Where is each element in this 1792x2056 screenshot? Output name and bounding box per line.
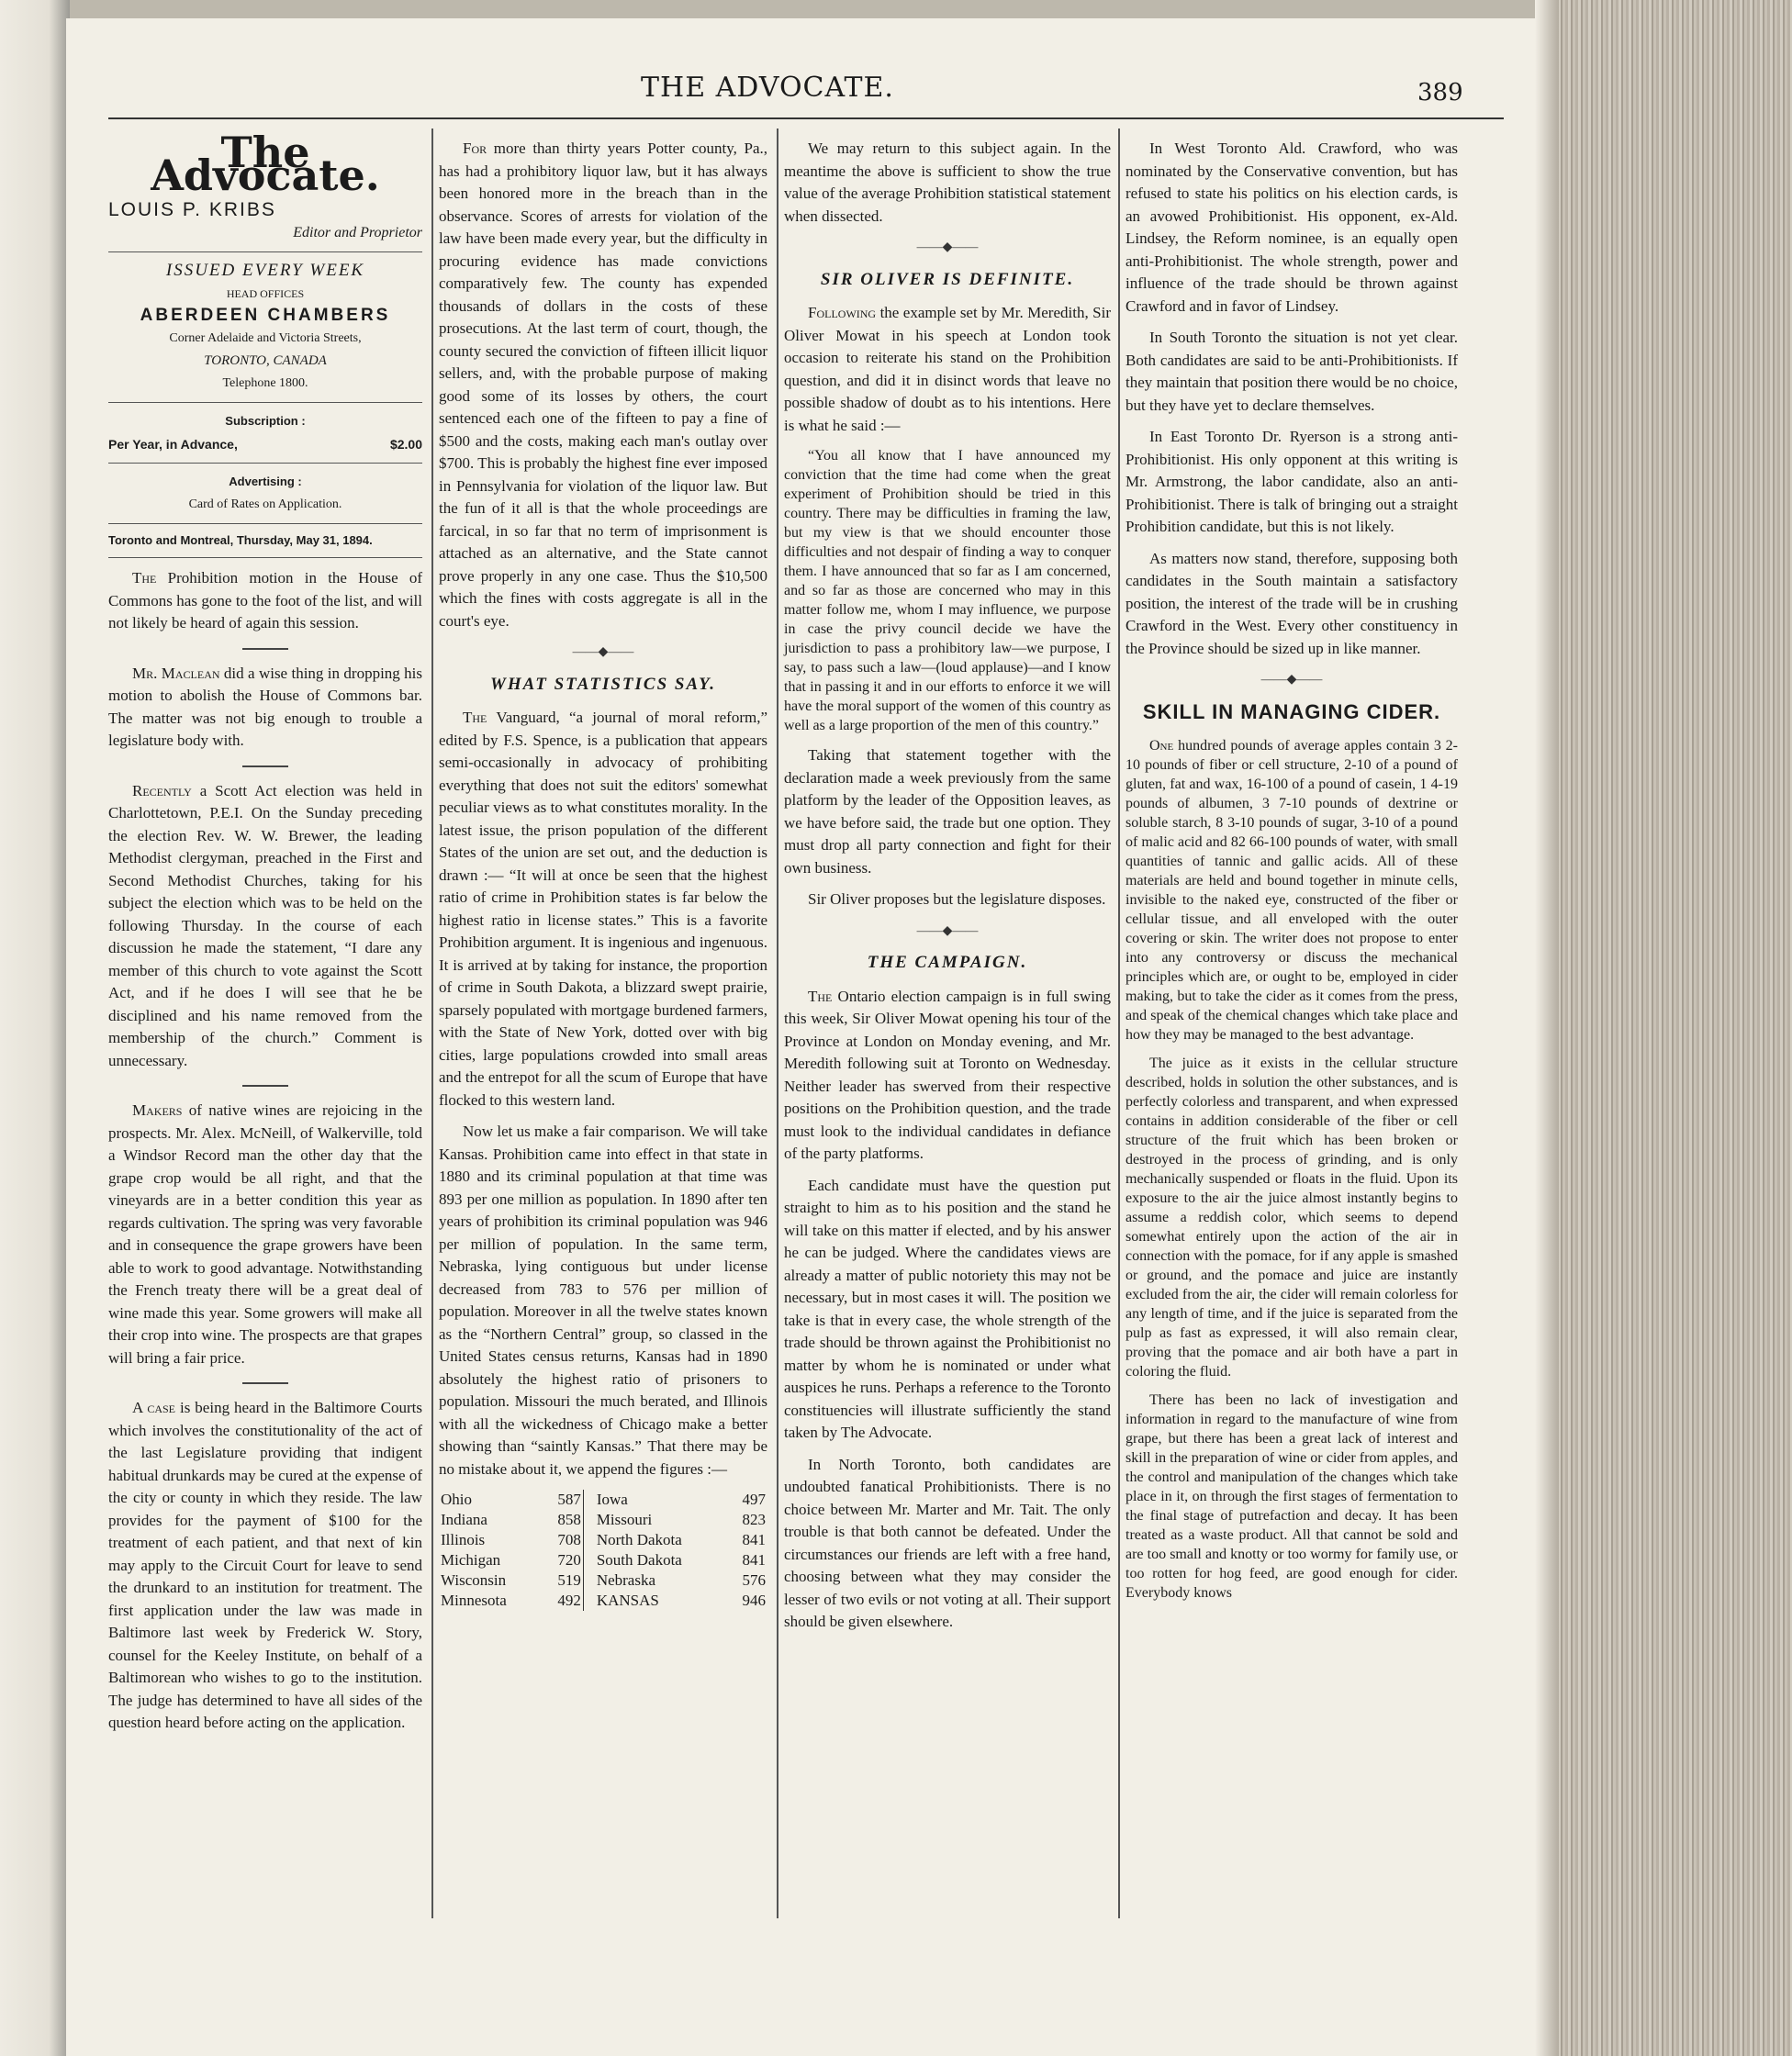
masthead-editor: LOUIS P. KRIBS [108, 199, 276, 220]
masthead-editor-role: Editor and Proprietor [293, 224, 422, 240]
ornament-rule-icon: ——◆—— [916, 240, 979, 254]
prison-ratio: 858 [557, 1511, 581, 1528]
figures-row [439, 1591, 767, 1611]
prison-ratio: 587 [557, 1491, 581, 1508]
state-name: KANSAS [596, 1592, 659, 1609]
state-name: South Dakota [596, 1551, 682, 1569]
masthead-dateline: Toronto and Montreal, Thursday, May 31, 1894. [108, 533, 373, 547]
paragraph: Sir Oliver proposes but the legislature disposes. [808, 890, 1106, 908]
state-name: Minnesota [441, 1592, 507, 1609]
figures-row [439, 1510, 767, 1530]
state-name: North Dakota [596, 1531, 682, 1548]
paragraph: In South Toronto the situation is not yet clear. Both candidates are said to be anti-Prohibitionists. If they maintain that position there would be no choice, but they have yet to declare themselves. [1126, 329, 1458, 414]
prison-ratio: 708 [557, 1531, 581, 1548]
prison-ratio: 823 [742, 1511, 766, 1528]
masthead-advertising-label: Advertising : [229, 475, 302, 488]
section-heading: THE CAMPAIGN. [867, 953, 1028, 972]
state-name: Michigan [441, 1551, 501, 1569]
column-2 [439, 138, 767, 1611]
figures-row [439, 1490, 767, 1510]
ornament-rule-icon: ——◆—— [572, 645, 634, 659]
running-title: THE ADVOCATE. [641, 72, 894, 104]
state-name: Iowa [596, 1491, 628, 1508]
prison-ratio: 492 [557, 1592, 581, 1609]
figures-divider [583, 1550, 595, 1570]
header-rule [108, 117, 1504, 119]
paragraph: Recently a Scott Act election was held in Charlottetown, P.E.I. On the Sunday preceding the election Rev. W. W. Brewer, the leading Methodist clergyman, preached in the First and Second Methodist Churches, taking for his subject the election which was to be held on the following Thursday. In the course of each discussion he made the statement, “I dare any member of this church to vote against the Scott Act, and if he does I will see that he be disciplined and his name removed from the membership of the church.” Comment is unnecessary. [108, 781, 423, 1069]
state-name: Nebraska [596, 1571, 656, 1589]
ornament-rule-icon: ——◆—— [916, 923, 979, 938]
masthead-telephone: Telephone 1800. [222, 375, 308, 390]
prison-ratio: 720 [557, 1551, 581, 1569]
column-1 [108, 128, 423, 1744]
quotation: “You all know that I have announced my conviction that the time had come when the great experiment of Prohibition should be tried in this country. There may be difficulties in framing the law, but my view is that we should encounter those difficulties and not despair of finding a way to conquer them. I have announced that so far as I am concerned, and so far as those are concerned who may in this matter follow me, whom I may influence, we purpose in case the privy council decide we have the jurisdiction to pass a prohibitory law—we purpose, I say, to pass such a law—(loud applause)—and I know that in passing it and in our efforts to enforce it we will have the moral support of the women of this country as well as a large proportion of the men of this country.” [784, 448, 1111, 733]
subscription-terms: Per Year, in Advance, [108, 436, 238, 452]
paragraph: In East Toronto Dr. Ryerson is a strong anti-Prohibitionist. His only opponent at this writing is Mr. Armstrong, the labor candidate, also an anti-Prohibitionist. There is talk of bringing out a straight Prohibition candidate, but this is not likely. [1126, 428, 1458, 535]
prison-ratio: 841 [742, 1531, 766, 1548]
column-3 [784, 138, 1111, 1643]
paragraph: There has been no lack of investigation and information in regard to the manufacture of wine from grape, but there has been a great lack of interest and skill in the preparation of wine or cider from apples, and the control and manipulation of the changes which take place in it, on through the first stages of fermentation to the final stage of putrefaction and decay. It has been treated as a waste product. All that cannot be sold and are too small and knotty or too wormy for family use, or too rotten for hog feed, are good enough for cider. Everybody knows [1126, 1392, 1458, 1601]
paragraph: We may return to this subject again. In the meantime the above is sufficient to show the true value of the average Prohibition statistical statement when dissected. [784, 140, 1111, 225]
ornament-rule-icon: ——◆—— [1260, 673, 1323, 687]
figures-divider [583, 1530, 595, 1550]
masthead-subscription [108, 433, 422, 456]
prison-ratio: 519 [557, 1571, 581, 1589]
masthead-advertising: Card of Rates on Application. [188, 497, 342, 511]
figures-divider [583, 1490, 595, 1510]
paragraph: Taking that statement together with the declaration made a week previously from the same platform by the leader of the Opposition leaves, as we have before said, the trade but one option. They must drop all party connection and fight for their own business. [784, 746, 1111, 877]
masthead-issued: ISSUED EVERY WEEK [165, 261, 365, 280]
figures-row [439, 1550, 767, 1570]
paragraph: Now let us make a fair comparison. We will take Kansas. Prohibition came into effect in that state in 1880 and its criminal population at that time was 893 per one million as population. In 1890 after ten years of prohibition its criminal population was 946 per million of population. In the same term, Nebraska, lying contiguous but under license decreased from 783 to 576 per million of population. Moreover in all the twelve states known as the “Northern Central” group, so classed in the United States census returns, Kansas had in 1890 absolutely the highest ratio of prisoners to population. Missouri the much berated, and Illinois with all the wickedness of Chicago make a better showing than “saintly Kansas.” That there may be no mistake about it, we append the figures :— [439, 1123, 767, 1478]
column-rule [1118, 128, 1120, 1918]
masthead-city: TORONTO, CANADA [204, 353, 327, 368]
column-rule [777, 128, 778, 1918]
paragraph: The juice as it exists in the cellular structure described, holds in solution the other substances, and is perfectly colorless and transparent, and when expressed contains in addition considerable of the fiber or cell structure of the fruit which has been broken or destroyed in the process of grinding, and is only mechanically suspended or floats in the fluid. Upon its exposure to the air the juice almost instantly begins to assume a reddish color, which seems to depend somewhat entirely upon the action of the air in connection with the pomace, for if any apple is smashed or ground, and the pomace and juice are instantly excluded from the air, the cider will remain colorless for any length of time, and if the juice is separated from the pulp as fast as expressed, it will also remain clear, proving that the pomace and air both have a part in coloring the fluid. [1126, 1056, 1458, 1380]
figures-divider [583, 1510, 595, 1530]
masthead-office-name: ABERDEEN CHAMBERS [140, 306, 391, 325]
paragraph: The Ontario election campaign is in full swing this week, Sir Oliver Mowat opening his tour of the Province at London on Monday evening, and Mr. Meredith following suit at Toronto on Wednesday. Neither leader has swerved from their respective positions on the Prohibition question, and the trade must look to the individual candidates in defiance of the party platforms. [784, 987, 1112, 1162]
column-rule [431, 128, 433, 1918]
figures-row [439, 1530, 767, 1550]
figures-divider [583, 1591, 595, 1611]
prison-ratio: 576 [742, 1571, 766, 1589]
figures-divider [583, 1570, 595, 1591]
paragraph: As matters now stand, therefore, supposing both candidates in the South maintain a satisfactory position, the interest of the trade will be in crushing Crawford in the West. Every other constituency in the Province should be sized up in like manner. [1126, 549, 1458, 657]
paragraph: The Vanguard, “a journal of moral reform,” edited by F.S. Spence, is a publication that appears semi-occasionally in advocacy of prohibiting everything that does not suit the editors' somewhat peculiar views as to what constitutes morality. In the latest issue, the prison population of the different States of the union are set out, and the deduction is drawn :— “It will at once be seen that the highest ratio of crime in Prohibition states is far below the highest ratio in license states.” This is a favorite Prohibition argument. It is ingenious and ingenuous. It is arrived at by taking for instance, the proportion of crime in South Dakota, a blizzard swept prairie, sparsely populated with mortgage burdened farmers, with the State of New York, dotted over with big cities, large populations crowded into small areas and the entrepot for all the scum of Europe that have flocked to this western land. [439, 709, 767, 1109]
masthead-subscription-label: Subscription : [225, 414, 306, 428]
section-heading: WHAT STATISTICS SAY. [489, 674, 717, 694]
paragraph: Makers of native wines are rejoicing in the prospects. Mr. Alex. McNeill, of Walkerville, told a Windsor Record man the other day that the grape crop would be all right, and that the vineyards are in a better condition this year as regards cultivation. The spring was very favorable and in consequence the grape growers have been able to work to good advantage. Notwithstanding the French treaty there will be a great deal of wine made this year. Some growers will make all their crop into wine. The prospects are that grapes will bring a fair price. [108, 1101, 423, 1367]
state-name: Illinois [441, 1531, 486, 1548]
state-name: Indiana [441, 1511, 487, 1528]
paragraph: Following the example set by Mr. Meredith, Sir Oliver Mowat in his speech at London took occasion to reiterate his stand on the Prohibition question, and did it in disinct words that leave no possible shadow of doubt as to his intentions. Here is what he said :— [784, 304, 1111, 434]
paragraph: In West Toronto Ald. Crawford, who was nominated by the Conservative convention, but has refused to state his politics on his election cards, is an avowed Prohibitionist. His opponent, ex-Ald. Lindsey, the Reform nominee, is an equally open anti-Prohibitionist. The whole strength, power and influence of the trade should be thrown against Crawford and in favor of Lindsey. [1126, 140, 1458, 315]
previous-page-edge [0, 0, 70, 2056]
paragraph: In North Toronto, both candidates are undoubted fanatical Prohibitionists. There is no choice between Mr. Marter and Mr. Tait. The only trouble is that both cannot be defeated. Under the circumstances our friends are left with a free hand, choosing between what they may consider the lesser of two evils or not voting at all. Their support should be given elsewhere. [784, 1455, 1111, 1630]
book-binding-edge [1535, 0, 1792, 2056]
prison-figures-table [439, 1490, 767, 1611]
paragraph: Mr. Maclean did a wise thing in dropping his motion to abolish the House of Commons bar. The matter was not big enough to trouble a legislature body with. [108, 664, 423, 749]
paragraph: The Prohibition motion in the House of Commons has gone to the foot of the list, and will not likely be heard of again this session. [108, 569, 423, 631]
paragraph: A case is being heard in the Baltimore Courts which involves the constitutionality of the act of the last Legislature providing that indigent habitual drunkards may be cured at the expense of the city or county in which they reside. The law provides for the payment of $100 for the treatment of each patient, and that next of kin may apply to the Circuit Court for leave to send the drunkard to an institution for treatment. The first application under the law was made in Baltimore last week by Frederick W. Story, counsel for the Keeley Institute, on behalf of a Baltimorean who wishes to go to the institution. The judge has determined to have all sides of the question heard before acting on the application. [108, 1399, 423, 1731]
paragraph: Each candidate must have the question put straight to him as to his position and the stand he will take on this matter if elected, and by his answer he can be judged. Where the candidates views are already a matter of public notoriety this may not be necessary, but in most cases it will. The position we take is that in every case, the whole strength of the trade should be thrown against the Prohibitionist no matter by whom he is nominated or under what auspices he runs. Perhaps a reference to the Toronto constituencies will illustrate sufficiently the stand taken by The Advocate. [784, 1176, 1111, 1441]
paragraph: One hundred pounds of average apples contain 3 2-10 pounds of fiber or cell structure, 2-10 of a pound of gluten, fat and wax, 16-100 of a pound of casein, 1 4-19 pounds of albumen, 3 7-10 pounds of dextrine or soluble starch, 8 3-10 pounds of sugar, 3-10 of a pound of malic acid and 82 66-100 pounds of water, with small quantities of tannic and gallic acids. All of these materials are held and bound together in minute cells, invisible to the naked eye, constructed of the fiber or cellular tissue, and all enveloped with the outer covering or skin. The writer does not propose to enter into any controversy or discuss the mechanical principles which are, or ought to be, employed in cider making, but to take the cider as it comes from the press, and speak of the chemical changes which take place and how they may be managed to the best advantage. [1126, 738, 1459, 1043]
masthead-title: The Advocate. [151, 128, 380, 200]
figures-row [439, 1570, 767, 1591]
subscription-price: $2.00 [389, 436, 422, 452]
state-name: Ohio [441, 1491, 472, 1508]
prison-ratio: 497 [742, 1491, 766, 1508]
page-number: 389 [1417, 79, 1463, 106]
state-name: Wisconsin [441, 1571, 507, 1589]
paragraph: For more than thirty years Potter county, Pa., has had a prohibitory liquor law, but it has always been honored more in the breach than in the observance. Scores of arrests for violation of the law have been made every year, but the difficulty in procuring evidence has made convictions comparatively few. The county has expended thousands of dollars in the costs of these prosecutions. At the last term of court, though, the county secured the conviction of fifteen illicit liquor sellers, and, with the probable purpose of making good some of its losses by others, the court sentenced each one of the fifteen to pay a fine of $500 and the costs, making each man's outlay over $700. This is probably the highest fine ever imposed in Pennsylvania for violation of the liquor law. But the fun of it all is that the whole proceedings are farcical, in so far that no term of imprisonment is attached as an alternative, and the State cannot prove properly in any one case. Thus the $10,500 which the fines with costs aggregate is all in the court's eye. [439, 140, 768, 630]
section-heading: SIR OLIVER IS DEFINITE. [820, 269, 1075, 289]
state-name: Missouri [596, 1511, 653, 1528]
masthead-head-offices: HEAD OFFICES [226, 286, 305, 300]
column-4 [1126, 138, 1458, 1612]
prison-ratio: 841 [742, 1551, 766, 1569]
prison-ratio: 946 [742, 1592, 766, 1609]
masthead-address: Corner Adelaide and Victoria Streets, [169, 330, 362, 345]
section-heading: SKILL IN MANAGING CIDER. [1142, 699, 1441, 723]
